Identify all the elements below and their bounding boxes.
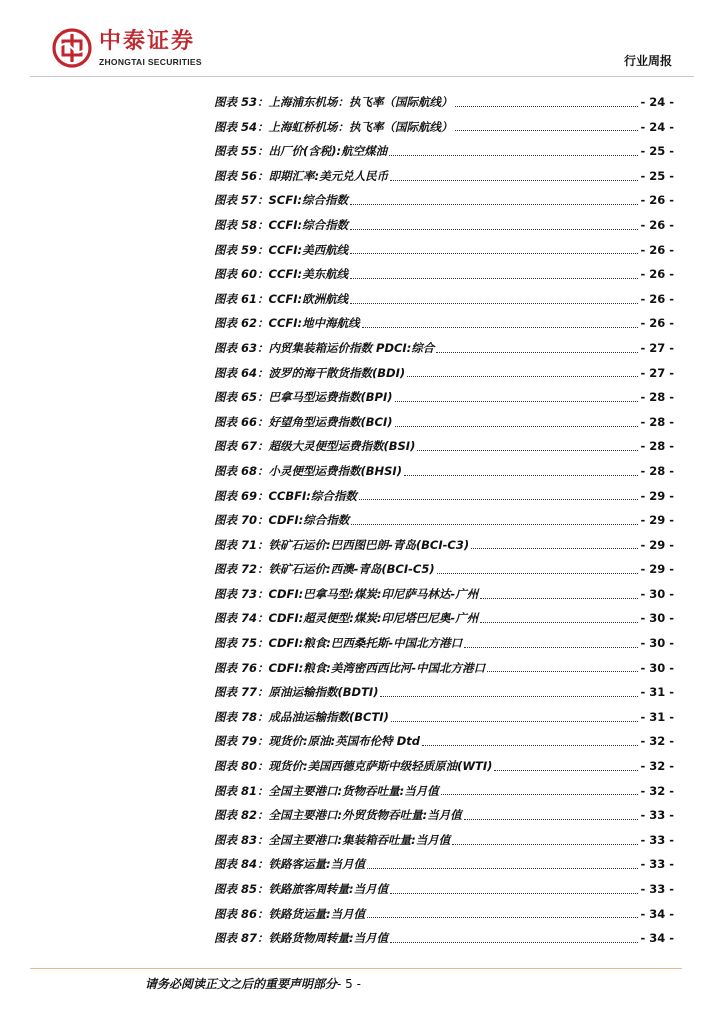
- toc-entry[interactable]: [214, 287, 674, 312]
- toc-entry[interactable]: [214, 705, 674, 730]
- dot-leader: [487, 671, 638, 672]
- dot-leader: [407, 376, 638, 377]
- toc-entry-title: 图表 55：出厂价(含税):航空煤油: [214, 144, 388, 159]
- dot-leader: [464, 819, 639, 820]
- toc-entry-title: 图表 75：CDFI:粮食:巴西桑托斯-中国北方港口: [214, 636, 463, 651]
- dot-leader: [395, 401, 639, 402]
- dot-leader: [351, 524, 638, 525]
- toc-entry[interactable]: [214, 213, 674, 238]
- zhongtai-logo-icon: [52, 28, 92, 68]
- toc-entry-title: 图表 65：巴拿马型运费指数(BPI): [214, 390, 393, 405]
- toc-entry-page: - 30 -: [640, 611, 674, 626]
- page-footer: [145, 975, 361, 992]
- toc-entry[interactable]: [214, 188, 674, 213]
- toc-entry[interactable]: [214, 484, 674, 509]
- toc-entry-title: 图表 74：CDFI:超灵便型:煤炭:印尼塔巴尼奥-广州: [214, 611, 479, 626]
- toc-entry-page: - 25 -: [640, 168, 674, 183]
- toc-entry-title: 图表 63：内贸集装箱运价指数 PDCI:综合: [214, 340, 435, 355]
- toc-entry[interactable]: [214, 533, 674, 558]
- toc-entry-title: 图表 56：即期汇率:美元兑人民币: [214, 168, 389, 183]
- report-type-label: 行业周报: [623, 54, 672, 68]
- toc-entry-title: 图表 70：CDFI:综合指数: [214, 513, 350, 528]
- toc-entry-page: - 27 -: [640, 365, 674, 380]
- toc-entry-page: - 30 -: [640, 586, 674, 601]
- toc-entry[interactable]: [214, 754, 674, 779]
- dot-leader: [404, 475, 638, 476]
- toc-entry[interactable]: [214, 729, 674, 754]
- toc-entry-page: - 34 -: [640, 931, 674, 946]
- toc-entry-page: - 24 -: [640, 95, 674, 109]
- toc-entry-title: 图表 78：成品油运输指数(BCTI): [214, 709, 389, 724]
- toc-entry-title: 图表 69：CCBFI:综合指数: [214, 488, 357, 503]
- dot-leader: [480, 598, 638, 599]
- company-logo: [52, 28, 222, 72]
- toc-entry[interactable]: [214, 803, 674, 828]
- toc-entry[interactable]: [214, 877, 674, 902]
- logo-chinese-name: 中泰证券: [99, 29, 196, 54]
- toc-entry-page: - 26 -: [640, 267, 674, 282]
- toc-entry-title: 图表 61：CCFI:欧洲航线: [214, 291, 349, 306]
- dot-leader: [390, 180, 638, 181]
- toc-entry[interactable]: [214, 361, 674, 386]
- toc-entry-page: - 32 -: [640, 759, 674, 774]
- toc-entry[interactable]: [214, 385, 674, 410]
- toc-entry-title: 图表 66：好望角型运费指数(BCI): [214, 414, 393, 429]
- dot-leader: [350, 253, 638, 254]
- logo-english-name: ZHONGTAI SECURITIES: [99, 57, 202, 67]
- toc-entry[interactable]: [214, 90, 674, 115]
- toc-entry[interactable]: [214, 311, 674, 336]
- dot-leader: [350, 303, 638, 304]
- toc-entry-page: - 29 -: [640, 513, 674, 528]
- figure-list: [214, 90, 674, 951]
- toc-entry-title: 图表 87：铁路货物周转量:当月值: [214, 931, 389, 946]
- toc-entry-page: - 33 -: [640, 882, 674, 896]
- toc-entry-page: - 28 -: [640, 414, 674, 429]
- dot-leader: [436, 352, 638, 353]
- dot-leader: [464, 647, 638, 648]
- toc-entry-page: - 24 -: [640, 119, 674, 134]
- dot-leader: [390, 942, 638, 943]
- toc-entry[interactable]: [214, 336, 674, 361]
- disclaimer-notice: 请务必阅读正文之后的重要声明部分: [145, 977, 338, 991]
- dot-leader: [494, 770, 638, 771]
- toc-entry-page: - 26 -: [640, 291, 674, 306]
- toc-entry-page: - 29 -: [640, 488, 674, 503]
- toc-entry-page: - 28 -: [640, 439, 674, 454]
- toc-entry[interactable]: [214, 902, 674, 927]
- toc-entry-title: 图表 86：铁路货运量:当月值: [214, 906, 366, 921]
- toc-entry-page: - 34 -: [640, 906, 674, 921]
- page-number: - 5 -: [337, 977, 361, 991]
- toc-entry[interactable]: [214, 238, 674, 263]
- dot-leader: [350, 229, 638, 230]
- toc-entry-title: 图表 80：现货价:美国西德克萨斯中级轻质原油(WTI): [214, 759, 493, 774]
- toc-entry-page: - 30 -: [640, 660, 674, 675]
- dot-leader: [367, 917, 638, 918]
- dot-leader: [422, 745, 638, 746]
- toc-entry-page: - 26 -: [640, 242, 674, 257]
- toc-entry-page: - 32 -: [640, 734, 674, 749]
- toc-entry-title: 图表 84：铁路客运量:当月值: [214, 857, 366, 872]
- toc-entry[interactable]: [214, 115, 674, 140]
- dot-leader: [391, 721, 639, 722]
- toc-entry-title: 图表 71：铁矿石运价:巴西图巴朗-青岛(BCI-C3): [214, 537, 470, 552]
- toc-entry[interactable]: [214, 852, 674, 877]
- dot-leader: [362, 327, 639, 328]
- toc-entry-page: - 28 -: [640, 463, 674, 478]
- dot-leader: [350, 278, 638, 279]
- toc-entry-page: - 33 -: [640, 857, 674, 872]
- toc-entry[interactable]: [214, 631, 674, 656]
- toc-entry[interactable]: [214, 828, 674, 853]
- toc-entry-title: 图表 68：小灵便型运费指数(BHSI): [214, 463, 402, 478]
- toc-entry[interactable]: [214, 606, 674, 631]
- toc-entry-title: 图表 77：原油运输指数(BDTI): [214, 685, 379, 700]
- dot-leader: [417, 450, 638, 451]
- header-divider: [30, 76, 694, 77]
- dot-leader: [455, 106, 639, 107]
- toc-entry[interactable]: [214, 262, 674, 287]
- toc-entry-title: 图表 62：CCFI:地中海航线: [214, 316, 360, 331]
- toc-entry-page: - 33 -: [640, 832, 674, 847]
- dot-leader: [390, 893, 638, 894]
- toc-entry-title: 图表 79：现货价:原油:英国布伦特 Dtd: [214, 734, 420, 749]
- toc-entry-title: 图表 59：CCFI:美西航线: [214, 242, 349, 257]
- toc-entry-page: - 26 -: [640, 217, 674, 232]
- toc-entry-page: - 27 -: [640, 340, 674, 355]
- toc-entry-title: 图表 60：CCFI:美东航线: [214, 267, 349, 282]
- toc-entry-title: 图表 53：上海浦东机场：执飞率（国际航线）: [214, 95, 453, 109]
- toc-entry-title: 图表 58：CCFI:综合指数: [214, 217, 349, 232]
- toc-entry[interactable]: [214, 410, 674, 435]
- dot-leader: [471, 548, 638, 549]
- toc-entry-title: 图表 64：波罗的海干散货指数(BDI): [214, 365, 406, 380]
- toc-entry-title: 图表 76：CDFI:粮食:美湾密西西比河-中国北方港口: [214, 660, 486, 675]
- toc-entry[interactable]: [214, 656, 674, 681]
- dot-leader: [480, 622, 638, 623]
- dot-leader: [380, 696, 638, 697]
- dot-leader: [455, 130, 639, 131]
- dot-leader: [367, 868, 638, 869]
- toc-entry[interactable]: [214, 582, 674, 607]
- toc-entry-page: - 25 -: [640, 144, 674, 159]
- toc-entry-page: - 31 -: [640, 685, 674, 700]
- toc-entry-page: - 33 -: [640, 808, 674, 823]
- toc-entry-title: 图表 57：SCFI:综合指数: [214, 193, 348, 208]
- dot-leader: [389, 155, 638, 156]
- toc-entry[interactable]: [214, 434, 674, 459]
- toc-entry-page: - 26 -: [640, 193, 674, 208]
- toc-entry-title: 图表 85：铁路旅客周转量:当月值: [214, 882, 389, 896]
- toc-entry-title: 图表 67：超级大灵便型运费指数(BSI): [214, 439, 416, 454]
- toc-entry-title: 图表 82：全国主要港口:外贸货物吞吐量:当月值: [214, 808, 462, 823]
- toc-entry-page: - 29 -: [640, 562, 674, 577]
- toc-entry-page: - 28 -: [640, 390, 674, 405]
- dot-leader: [437, 573, 639, 574]
- toc-entry-page: - 26 -: [640, 316, 674, 331]
- toc-entry[interactable]: [214, 779, 674, 804]
- toc-entry-title: 图表 54：上海虹桥机场：执飞率（国际航线）: [214, 119, 453, 134]
- page-header: [0, 0, 724, 80]
- toc-entry-title: 图表 72：铁矿石运价:西澳-青岛(BCI-C5): [214, 562, 435, 577]
- toc-entry-page: - 32 -: [640, 783, 674, 798]
- toc-entry-page: - 29 -: [640, 537, 674, 552]
- toc-entry[interactable]: [214, 508, 674, 533]
- dot-leader: [350, 204, 638, 205]
- toc-entry-title: 图表 81：全国主要港口:货物吞吐量:当月值: [214, 783, 439, 798]
- toc-entry[interactable]: [214, 557, 674, 582]
- dot-leader: [359, 499, 639, 500]
- toc-entry-title: 图表 83：全国主要港口:集装箱吞吐量:当月值: [214, 832, 451, 847]
- toc-entry[interactable]: [214, 680, 674, 705]
- dot-leader: [395, 426, 639, 427]
- toc-entry-page: - 30 -: [640, 636, 674, 651]
- toc-entry-title: 图表 73：CDFI:巴拿马型:煤炭:印尼萨马林达-广州: [214, 586, 479, 601]
- toc-entry[interactable]: [214, 459, 674, 484]
- footer-divider: [30, 968, 682, 969]
- dot-leader: [452, 844, 638, 845]
- toc-entry-page: - 31 -: [640, 709, 674, 724]
- toc-entry[interactable]: [214, 926, 674, 951]
- dot-leader: [441, 794, 639, 795]
- toc-entry[interactable]: [214, 164, 674, 189]
- toc-entry[interactable]: [214, 139, 674, 164]
